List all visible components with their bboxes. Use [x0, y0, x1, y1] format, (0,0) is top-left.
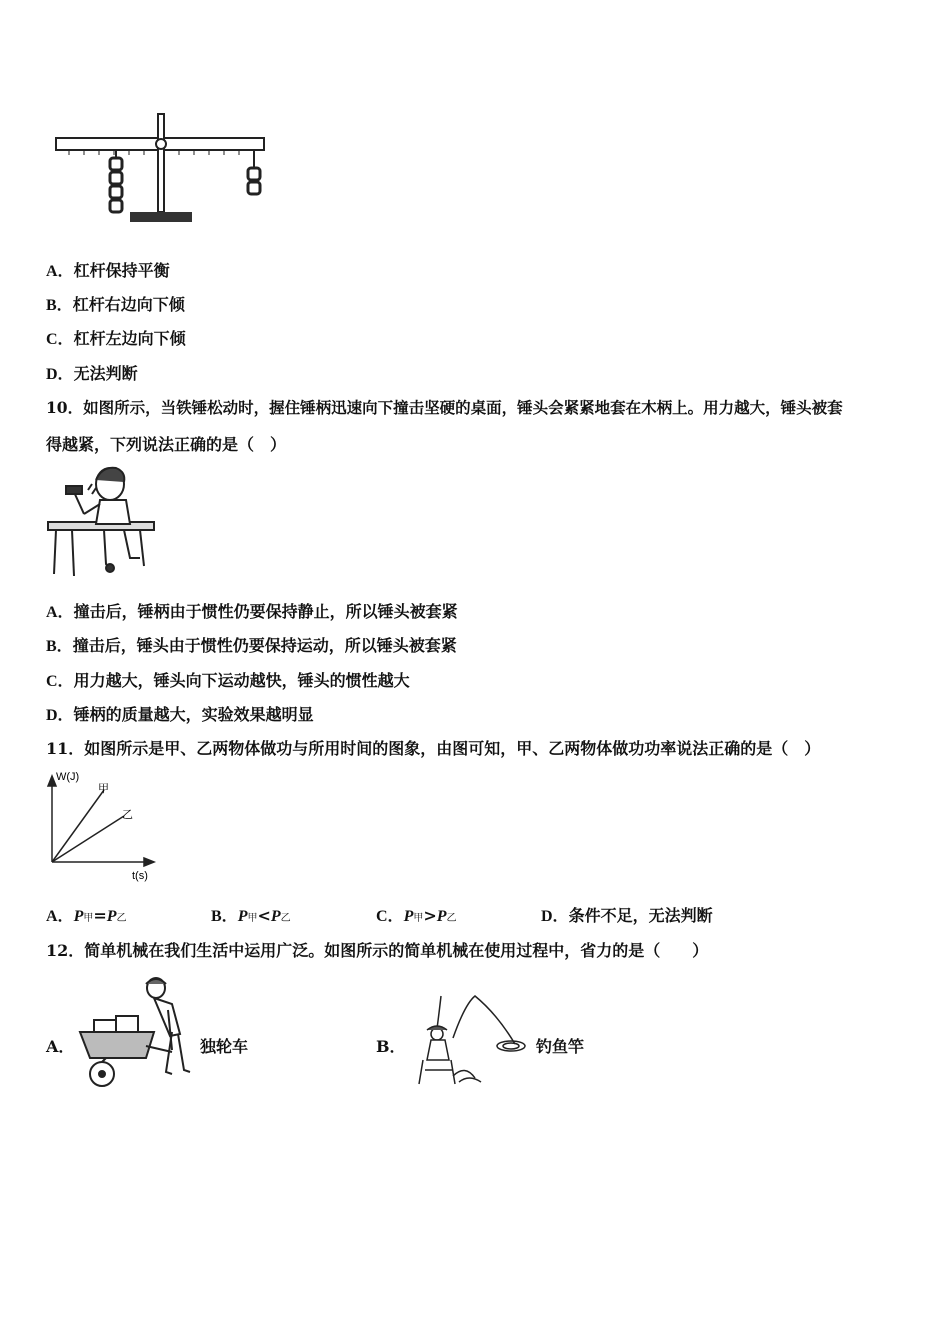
q10-option-d: D．锤柄的质量越大，实验效果越明显: [46, 705, 314, 724]
q9-option-d: D．无法判断: [46, 364, 138, 383]
graph-y-label: W(J): [56, 771, 80, 783]
fishing-rod-figure: [405, 994, 530, 1089]
graph-line-yi-label: 乙: [122, 808, 133, 821]
q9-option-a: A．杠杆保持平衡: [46, 261, 170, 280]
q10-stem-line2: 得越紧，下列说法正确的是（ ）: [46, 435, 287, 454]
q12-option-b-letter: B．: [376, 1037, 406, 1056]
q11-option-b: B．P甲<P乙: [211, 906, 291, 925]
work-time-graph: [40, 768, 165, 884]
q12-option-a-letter: A．: [46, 1037, 75, 1056]
graph-x-label: t(s): [132, 870, 148, 882]
graph-line-jia-label: 甲: [98, 782, 109, 795]
q10-option-c: C．用力越大，锤头向下运动越快，锤头的惯性越大: [46, 671, 410, 690]
q12-option-a-label: 独轮车: [200, 1037, 249, 1056]
hammer-bench-figure: [44, 462, 159, 582]
wheelbarrow-figure: [76, 974, 194, 1090]
q11-option-a: A．P甲=P乙: [46, 906, 127, 925]
q10-stem-line1: 10．如图所示，当铁锤松动时，握住锤柄迅速向下撞击坚硬的桌面，锤头会紧紧地套在木柄上。用力越大，锤头被套: [46, 398, 843, 417]
q12-stem: 12．简单机械在我们生活中运用广泛。如图所示的简单机械在使用过程中，省力的是（ ）: [46, 941, 709, 960]
q10-option-a: A．撞击后，锤柄由于惯性仍要保持静止，所以锤头被套紧: [46, 602, 458, 621]
q9-option-c: C．杠杆左边向下倾: [46, 329, 186, 348]
q9-option-b: B．杠杆右边向下倾: [46, 295, 185, 314]
q11-option-c: C．P甲>P乙: [376, 906, 457, 925]
q11-stem: 11．如图所示是甲、乙两物体做功与所用时间的图象，由图可知，甲、乙两物体做功功率说法正确的是（ ）: [46, 739, 821, 758]
q10-option-b: B．撞击后，锤头由于惯性仍要保持运动，所以锤头被套紧: [46, 636, 457, 655]
q11-option-d: D．条件不足，无法判断: [541, 906, 713, 925]
q12-option-b-label: 钓鱼竿: [536, 1037, 585, 1056]
lever-figure: [54, 112, 269, 228]
